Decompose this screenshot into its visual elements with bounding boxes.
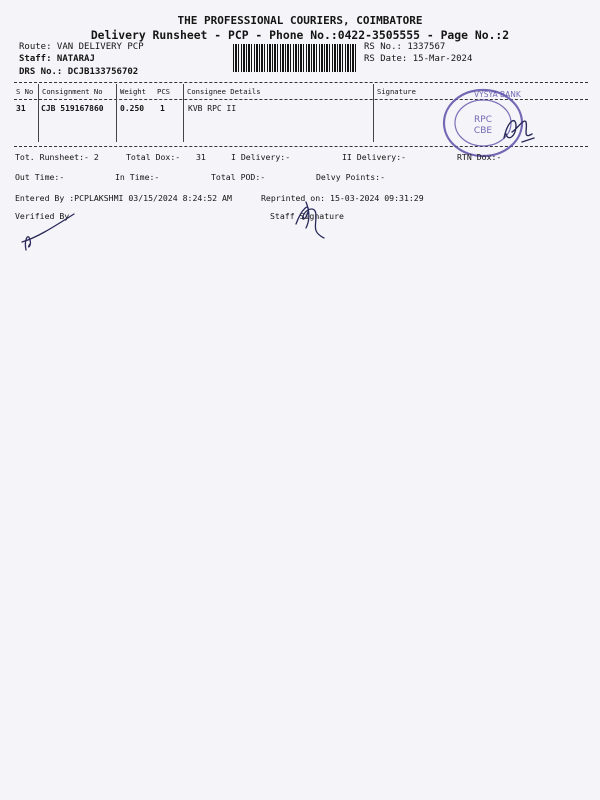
stamp-line-2: CBE [473, 126, 493, 136]
total-pod: Total POD:- [211, 172, 266, 182]
col-divider [116, 84, 117, 142]
col-header-consignee: Consignee Details [187, 87, 261, 96]
col-header-weight: Weight [120, 87, 146, 96]
row-consignment-no: CJB 519167860 [41, 104, 104, 113]
drs-number: DRS No.: DCJB133756702 [19, 67, 139, 77]
col-header-sno: S No [16, 87, 34, 96]
total-dox-label: Total Dox:- [126, 152, 181, 162]
barcode [233, 44, 357, 72]
row-sno: 31 [16, 104, 26, 113]
tot-runsheet: Tot. Runsheet:- 2 [15, 152, 99, 162]
col-header-consignment: Consignment No [42, 87, 103, 96]
staff-signature-mark [286, 198, 330, 242]
out-time: Out Time:- [15, 172, 65, 182]
row-pcs: 1 [160, 104, 165, 113]
verified-by-signature [18, 210, 78, 256]
col-divider [38, 84, 39, 142]
col-divider [373, 84, 374, 142]
rs-date: RS Date: 15-Mar-2024 [364, 54, 473, 64]
row-consignee: KVB RPC II [188, 104, 237, 113]
route-label: Route: VAN DELIVERY PCP [19, 42, 144, 52]
table-top-rule [14, 82, 588, 83]
company-title: THE PROFESSIONAL COURIERS, COIMBATORE [177, 14, 423, 27]
staff-label: Staff: NATARAJ [19, 54, 95, 64]
delvy-points: Delvy Points:- [316, 172, 386, 182]
total-dox-value: 31 [196, 152, 206, 162]
row-weight: 0.250 [120, 104, 145, 113]
verified-by-label: Verified By [15, 211, 70, 221]
col-header-signature: Signature [377, 87, 416, 96]
runsheet-subtitle: Delivery Runsheet - PCP - Phone No.:0422-3505555 - Page No.:2 [90, 28, 510, 42]
col-divider [183, 84, 184, 142]
i-delivery: I Delivery:- [231, 152, 291, 162]
rs-number: RS No.: 1337567 [364, 42, 446, 52]
staff-signature-label: Staff Signature [270, 211, 344, 221]
ii-delivery: II Delivery:- [342, 152, 407, 162]
rtn-dox: RTN Dox:- [457, 152, 502, 162]
handwritten-signature-row [498, 112, 538, 148]
entered-by: Entered By :PCPLAKSHMI 03/15/2024 8:24:52 AM [15, 193, 232, 203]
col-header-pcs: PCS [157, 87, 170, 96]
in-time: In Time:- [115, 172, 160, 182]
stamp-line-1: RPC [474, 115, 492, 125]
stamp-top-text: VYSYA BANK [474, 90, 521, 99]
reprinted-on: Reprinted on: 15-03-2024 09:31:29 [261, 193, 424, 203]
